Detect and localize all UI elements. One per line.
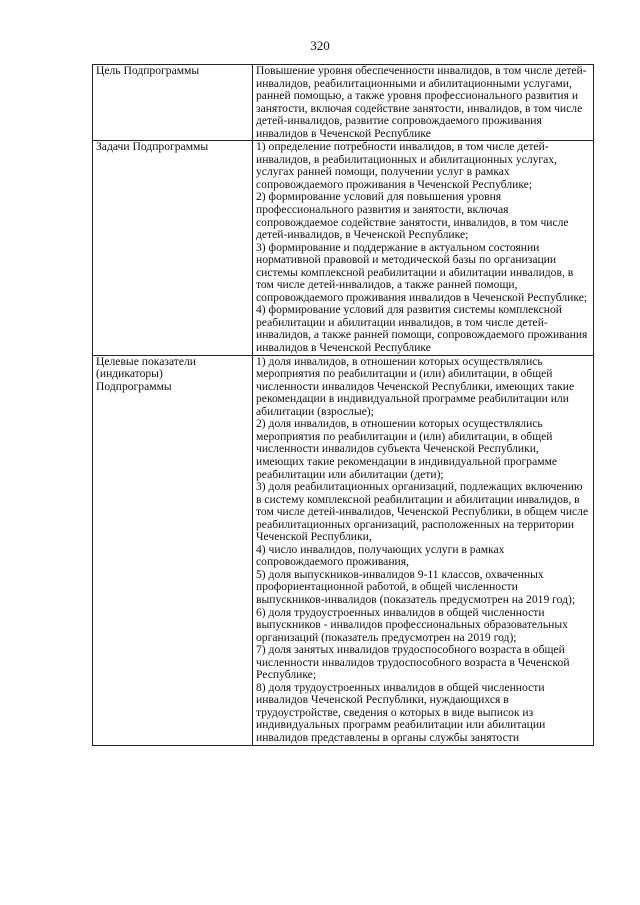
task-item: 1) определение потребности инвалидов, в том числе детей-инвалидов, в реабилитационных и абилитационных услугах, услугах ранней помощи, получении услуг в рамках сопровождаемого проживания в Чеченской Республике; (256, 140, 558, 191)
row-content-tasks (253, 141, 594, 355)
indicator-item: 1) доля инвалидов, в отношении которых осуществлялись мероприятия по реабилитации и (или) абилитации, в общей численности инвалидов Чеченской Республики, имеющих такие рекомендации в индивидуальной программе реабилитации или абилитации (взрослые); (256, 354, 575, 418)
indicator-item: 5) доля выпускников-инвалидов 9-11 классов, охваченных профориентационной работой, в общей численности выпускников-инвалидов (показатель предусмотрен на 2019 год); (256, 567, 576, 606)
row-label-text: Цель Подпрограммы (96, 64, 200, 77)
indicator-item: 2) доля инвалидов, в отношении которых осуществлялись мероприятия по реабилитации и (или) абилитации, в общей численности инвалидов субъекта Чеченской Республики, имеющих такие рекомендации в индивидуальной программе реабилитации или абилитации (дети); (256, 417, 558, 481)
row-label-text: Целевые показатели (96, 354, 196, 368)
table-row-tasks (93, 141, 594, 355)
table-row-indicators (93, 355, 594, 745)
page-number: 320 (310, 38, 330, 53)
task-item: 4) формирование условий для развития системы комплексной реабилитации и абилитации инвалидов, в том числе детей-инвалидов, а также ранней помощи, сопровождаемого проживания инвалидов в Чеченской Республике (256, 303, 588, 355)
goal-text: Повышение уровня обеспеченности инвалидов, в том числе детей-инвалидов, реабилитационными и абилитационными услугами, ранней помощью, а также уровня профессионального развития и занятости, включая содействие занятости, инвалидов, в том числе детей-инвалидов, развитие сопровождаемого проживания инвалидов в Чеченской Республике (256, 64, 587, 140)
indicator-item: 7) доля занятых инвалидов трудоспособного возраста в общей численности инвалидов трудоспособного возраста в Чеченской Республике; (256, 643, 570, 682)
row-label-indicators (93, 355, 253, 745)
table-row-goal (93, 65, 594, 141)
indicator-item: 3) доля реабилитационных организаций, подлежащих включению в систему комплексной реабилитации и абилитации инвалидов, в том числе детей-инвалидов, Чеченской Республики, в общем числе реабилитационных организаций, расположенных на территории Чеченской Республики, (256, 480, 589, 544)
row-label-text: (индикаторы) (96, 367, 163, 381)
row-label-goal (93, 65, 253, 141)
passport-table (92, 64, 594, 746)
indicator-item: 4) число инвалидов, получающих услуги в рамках сопровождаемого проживания, (256, 542, 505, 569)
row-content-goal (253, 65, 594, 141)
task-item: 2) формирование условий для повышения уровня профессионального развития и занятости, включая сопровождаемое содействие занятости, инвалидов, в том числе детей-инвалидов, в Чеченской Республике; (256, 190, 569, 242)
row-content-indicators (253, 355, 594, 745)
indicator-item: 6) доля трудоустроенных инвалидов в общей численности выпускников - инвалидов профессиональных образовательных организаций (показатель предусмотрен на 2019 год); (256, 605, 568, 644)
row-label-text: Подпрограммы (96, 379, 172, 393)
row-label-tasks (93, 141, 253, 355)
indicator-item: 8) доля трудоустроенных инвалидов в общей численности инвалидов Чеченской Республики, нуждающихся в трудоустройстве, сведения о которых в виде выписок из индивидуальных программ реабилитации или абилитации инвалидов представлены в органы службы занятости (256, 680, 546, 744)
row-label-text: Задачи Подпрограммы (96, 140, 209, 154)
task-item: 3) формирование и поддержание в актуальном состоянии нормативной правовой и методической базы по организации системы комплексной реабилитации и абилитации инвалидов, в том числе детей-инвалидов, а также ранней помощи, сопровождаемого проживания инвалидов в Чеченской Республике; (256, 240, 588, 304)
